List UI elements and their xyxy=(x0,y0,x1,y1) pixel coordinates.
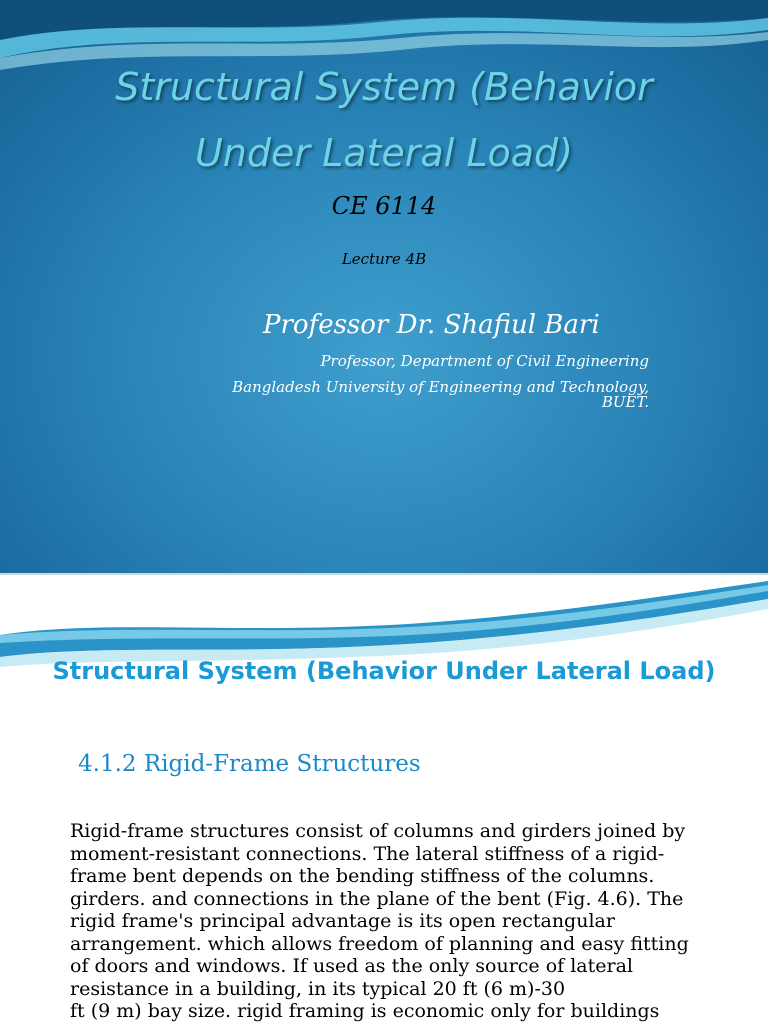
content-slide xyxy=(0,575,768,1024)
affiliation-line-1: Professor, Department of Civil Engineering xyxy=(320,352,649,370)
affiliation-line-3: BUET. xyxy=(601,393,649,411)
body-line: moment-resistant connections. The lateral stiffness of a rigid- xyxy=(70,842,665,865)
slide-title xyxy=(0,54,768,186)
body-paragraph xyxy=(70,820,750,1023)
slide-title-line-2: Under Lateral Load) xyxy=(194,131,574,175)
body-line: Rigid-frame structures consist of columns and girders joined by xyxy=(70,820,686,842)
wave-decoration xyxy=(0,575,768,670)
slide-title: Structural System (Behavior Under Lateral Load) xyxy=(52,657,716,685)
body-line: ft (9 m) bay size. rigid framing is economic only for buildings xyxy=(70,1000,660,1022)
body-line: girders. and connections in the plane of the bent (Fig. 4.6). The xyxy=(70,887,684,910)
body-line: resistance in a building, in its typical 20 ft (6 m)-30 xyxy=(70,977,566,1000)
lecture-number: Lecture 4B xyxy=(341,250,427,268)
professor-name: Professor Dr. Shafiul Bari xyxy=(263,310,600,340)
body-line: frame bent depends on the bending stiffness of the columns. xyxy=(70,865,655,887)
affiliation xyxy=(232,348,649,411)
section-heading: 4.1.2 Rigid-Frame Structures xyxy=(78,751,421,777)
course-code: CE 6114 xyxy=(331,192,437,220)
slide-title-line-1: Structural System (Behavior xyxy=(115,65,653,109)
affiliation-line-2: Bangladesh University of Engineering and Technology, xyxy=(232,378,649,396)
body-line: of doors and windows. If used as the only source of lateral xyxy=(70,955,633,977)
body-line: rigid frame's principal advantage is its open rectangular xyxy=(70,910,615,932)
body-line: arrangement. which allows freedom of planning and easy fitting xyxy=(70,932,689,955)
